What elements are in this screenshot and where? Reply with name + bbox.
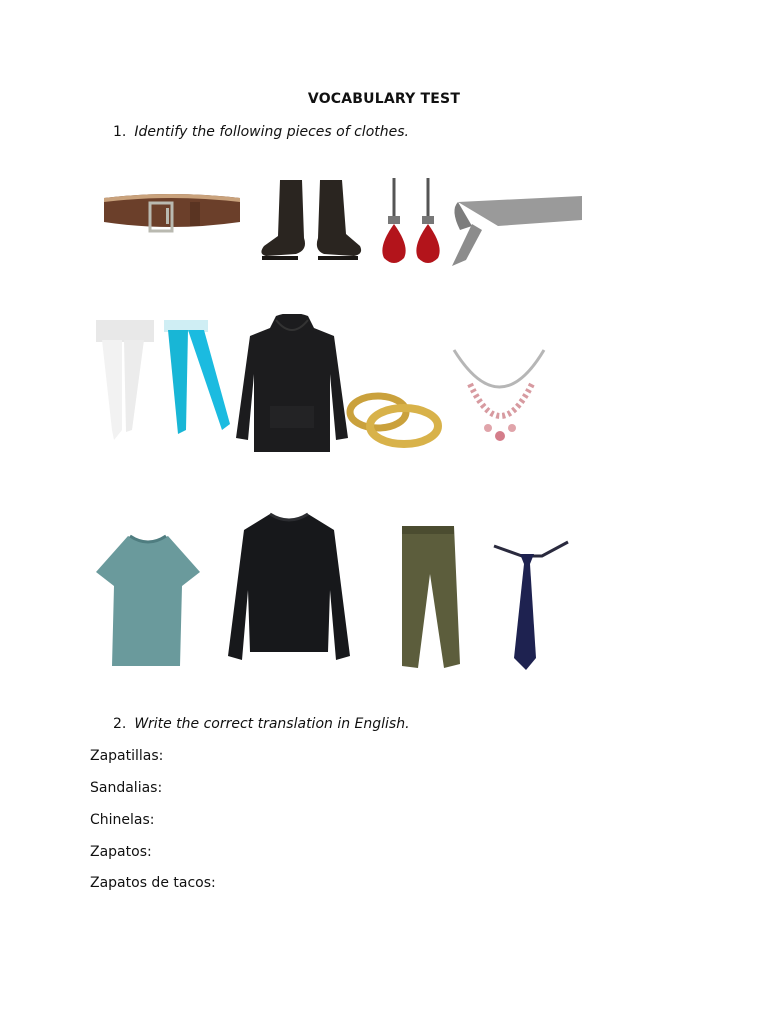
- question-1-text: Identify the following pieces of clothes.: [134, 124, 409, 140]
- translation-item-zapatos-de-tacos: Zapatos de tacos:: [90, 875, 216, 891]
- question-2-text: Write the correct translation in English.: [134, 716, 410, 732]
- question-1-number: 1.: [113, 124, 127, 140]
- leggings-image: [92, 320, 240, 454]
- question-2: [113, 716, 410, 732]
- sweatshirt-image: [226, 510, 352, 668]
- translation-item-chinelas: Chinelas:: [90, 812, 155, 828]
- belt-image: [100, 188, 242, 238]
- rings-image: [344, 384, 444, 454]
- question-2-number: 2.: [113, 716, 127, 732]
- boots-image: [256, 176, 366, 264]
- tshirt-image: [92, 532, 204, 670]
- hoodie-image: [236, 314, 348, 454]
- trousers-image: [396, 524, 466, 670]
- tie-image: [492, 540, 572, 672]
- translation-item-sandalias: Sandalias:: [90, 780, 163, 796]
- translation-item-zapatos: Zapatos:: [90, 844, 152, 860]
- question-1: [113, 124, 409, 140]
- page-title: VOCABULARY TEST: [307, 91, 461, 107]
- translation-item-zapatillas: Zapatillas:: [90, 748, 164, 764]
- headband-image: [448, 190, 586, 270]
- necklace-image: [450, 344, 550, 448]
- earrings-image: [376, 176, 446, 268]
